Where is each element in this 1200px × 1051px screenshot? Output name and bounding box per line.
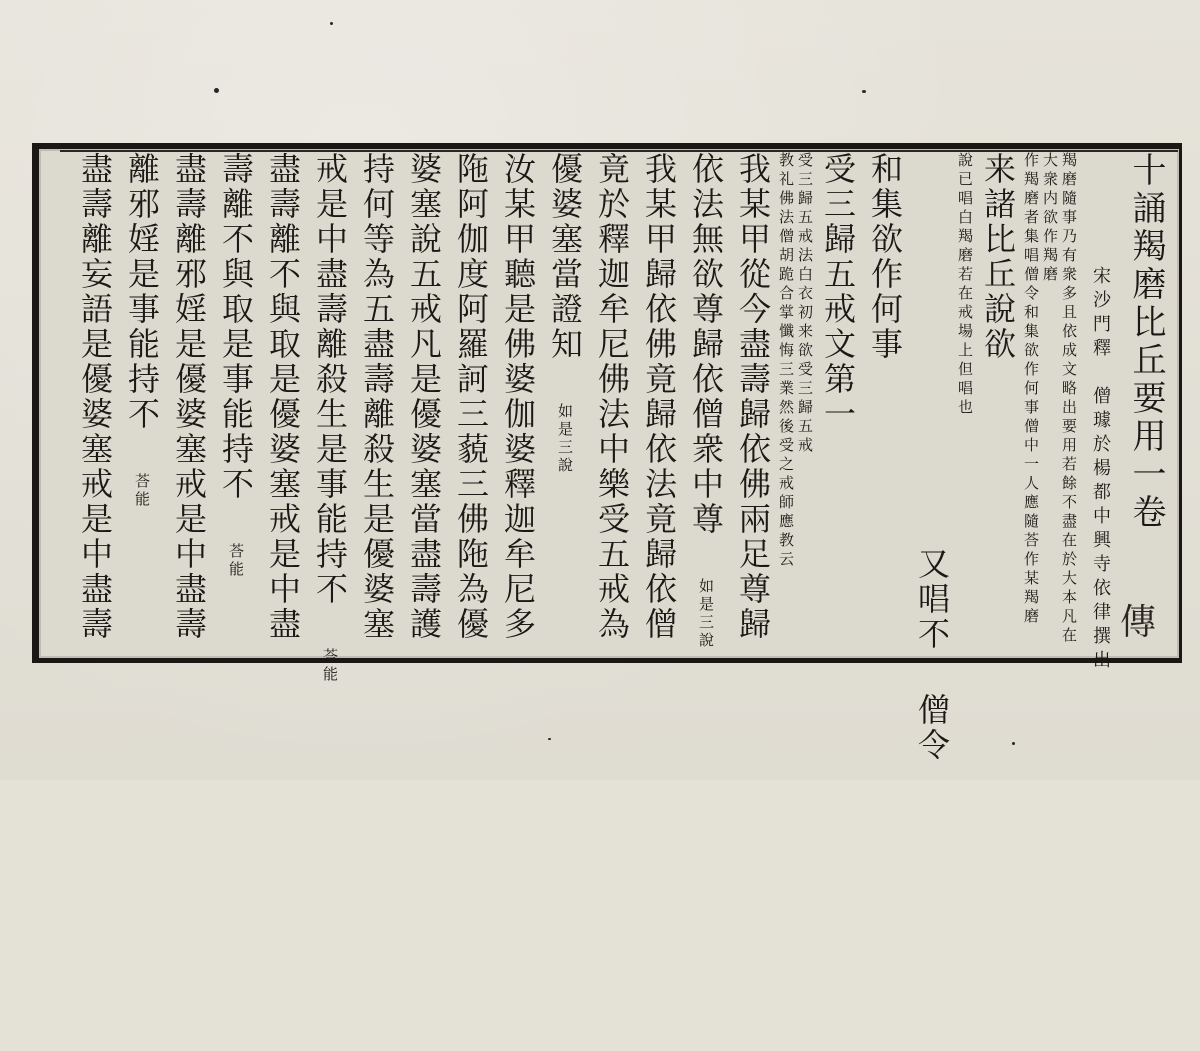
text-column: 竟於釋迦牟尼佛法中樂受五戒為 xyxy=(593,152,631,642)
vertical-text-block xyxy=(72,152,1170,763)
text-column-main: 又唱不 xyxy=(913,547,951,652)
author-line: 宋沙門釋 僧璩於楊都中興寺依律撰出 xyxy=(1090,266,1111,674)
commentary-column: 羯磨隨事乃有衆多且依成文略出要用若餘不盡在於大本凡在大衆内欲作羯磨 xyxy=(1041,152,1078,646)
text-column: 陁阿伽度阿羅訶三藐三佛陁為優 xyxy=(452,152,490,642)
text-column xyxy=(118,152,165,656)
text-column-main: 僧令 xyxy=(913,693,951,763)
text-column: 盡壽離妄語是優婆塞戒是中盡壽 xyxy=(76,152,114,642)
text-column-heading xyxy=(814,152,861,656)
text-column: 和集欲作何事 xyxy=(866,152,904,362)
ink-speck xyxy=(214,88,219,93)
text-column: 盡壽離邪婬是優婆塞戒是中盡壽 xyxy=(170,152,208,642)
text-column: 盡壽離不與取是優婆塞戒是中盡 xyxy=(264,152,302,642)
text-column: 汝某甲聽是佛婆伽婆釋迦牟尼多 xyxy=(499,152,537,642)
text-column-mixed xyxy=(974,152,1021,656)
text-column xyxy=(682,152,729,656)
text-column-main: 離邪婬是事能持不 xyxy=(123,152,161,432)
text-column-main: 優婆塞當證知 xyxy=(546,152,584,362)
section-heading: 受三歸五戒文第一 xyxy=(819,152,857,432)
commentary-column: 作羯磨者集唱僧令和集欲作何事僧中一人應隨荅作某羯磨 xyxy=(1022,152,1040,627)
text-column xyxy=(908,152,955,1051)
inline-note: 荅能 xyxy=(321,648,339,684)
ink-speck xyxy=(1012,742,1015,745)
text-column xyxy=(541,152,588,656)
ink-speck xyxy=(330,22,333,25)
text-column xyxy=(212,152,259,656)
inline-note: 荅能 xyxy=(133,473,151,509)
inline-note: 荅能 xyxy=(227,543,245,579)
text-column-main: 壽離不與取是事能持不 xyxy=(217,152,255,502)
commentary-column: 教礼佛法僧胡跪合掌懺悔三業然後受之戒師應教云 xyxy=(777,152,795,570)
text-column: 持何等為五盡壽離殺生是優婆塞 xyxy=(358,152,396,642)
transmission-mark: 傳 xyxy=(1120,602,1157,643)
text-column: 我某甲從今盡壽歸依佛兩足尊歸 xyxy=(734,152,772,642)
commentary-column: 說已唱白羯磨若在戒場上但唱也 xyxy=(956,152,974,418)
inline-note: 如是三說 xyxy=(697,578,715,650)
text-column-main: 来諸比丘說欲 xyxy=(979,152,1017,362)
ink-speck xyxy=(548,738,551,740)
text-column: 我某甲歸依佛竟歸依法竟歸依僧 xyxy=(640,152,678,642)
text-column xyxy=(306,152,353,684)
scroll-title: 十誦羯磨比丘要用一卷 xyxy=(1126,152,1166,532)
ink-speck xyxy=(862,90,866,93)
text-column-main: 依法無欲尊歸依僧衆中尊 xyxy=(687,152,725,537)
commentary-column: 受三歸五戒法白衣初来欲受三歸五戒 xyxy=(796,152,814,456)
inline-note: 如是三說 xyxy=(556,403,574,475)
text-column-main: 戒是中盡壽離殺生是事能持不 xyxy=(311,152,349,607)
text-column: 婆塞說五戒凡是優婆塞當盡壽護 xyxy=(405,152,443,642)
